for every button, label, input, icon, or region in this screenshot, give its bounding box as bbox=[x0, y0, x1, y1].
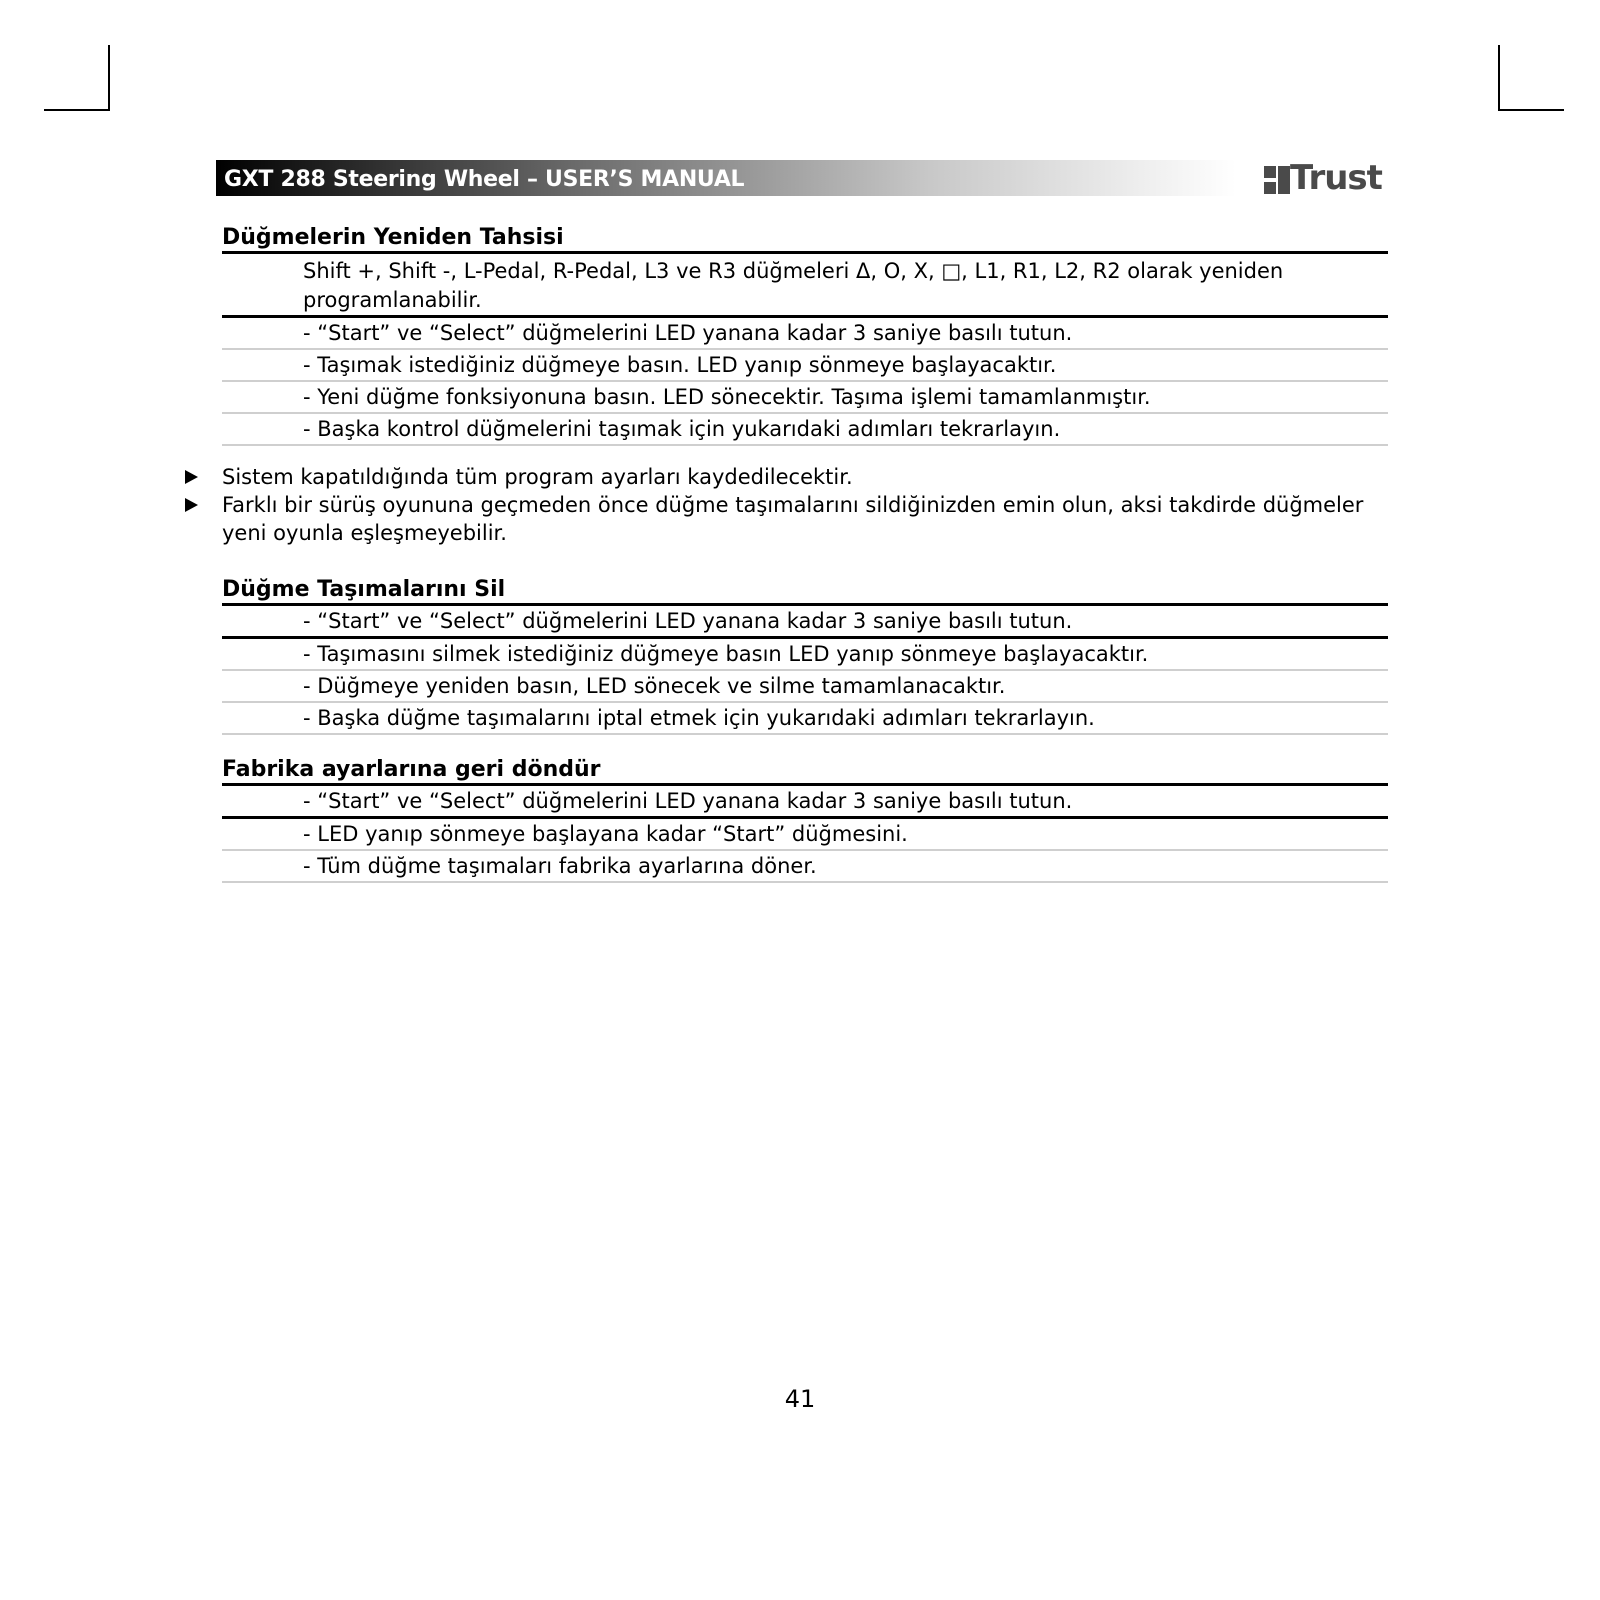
triangle-bullet-icon bbox=[185, 470, 198, 484]
step-row: - “Start” ve “Select” düğmelerini LED yanana kadar 3 saniye basılı tutun. bbox=[222, 606, 1388, 639]
notes-list bbox=[185, 463, 1388, 547]
crop-mark-top-left-vertical bbox=[108, 45, 110, 111]
step-row: - Taşımasını silmek istediğiniz düğmeye basın LED yanıp sönmeye başlayacaktır. bbox=[222, 639, 1388, 671]
section-intro: Shift +, Shift -, L-Pedal, R-Pedal, L3 ve R3 düğmeleri Δ, O, X, □, L1, R1, L2, R2 olarak yeniden programlanabilir. bbox=[222, 254, 1388, 318]
crop-mark-top-right-horizontal bbox=[1498, 109, 1564, 111]
section-title: Düğmelerin Yeniden Tahsisi bbox=[222, 225, 1388, 254]
section-delete-reassignments bbox=[222, 577, 1388, 735]
section-factory-reset bbox=[222, 757, 1388, 883]
note-text: Farklı bir sürüş oyununa geçmeden önce düğme taşımalarını sildiğinizden emin olun, aksi takdirde düğmeler yeni oyunla eşleşmeyebilir. bbox=[222, 493, 1364, 545]
header-bar bbox=[216, 160, 1236, 196]
step-row: - Tüm düğme taşımaları fabrika ayarlarına döner. bbox=[222, 851, 1388, 883]
note-text: Sistem kapatıldığında tüm program ayarları kaydedilecektir. bbox=[222, 465, 853, 489]
section-title: Düğme Taşımalarını Sil bbox=[222, 577, 1388, 606]
note-item bbox=[185, 491, 1388, 547]
step-row: - Yeni düğme fonksiyonuna basın. LED sönecektir. Taşıma işlemi tamamlanmıştır. bbox=[222, 382, 1388, 414]
step-row: - Taşımak istediğiniz düğmeye basın. LED yanıp sönmeye başlayacaktır. bbox=[222, 350, 1388, 382]
step-row: - “Start” ve “Select” düğmelerini LED yanana kadar 3 saniye basılı tutun. bbox=[222, 318, 1388, 350]
section-button-reassignment bbox=[222, 225, 1388, 446]
step-row: - Düğmeye yeniden basın, LED sönecek ve silme tamamlanacaktır. bbox=[222, 671, 1388, 703]
step-row: - LED yanıp sönmeye başlayana kadar “Start” düğmesini. bbox=[222, 819, 1388, 851]
trust-logo-text: Trust bbox=[1290, 158, 1382, 198]
page-number: 41 bbox=[784, 1385, 816, 1413]
step-row: - Başka kontrol düğmelerini taşımak için yukarıdaki adımları tekrarlayın. bbox=[222, 414, 1388, 446]
manual-title: GXT 288 Steering Wheel – USER’S MANUAL bbox=[224, 167, 745, 192]
crop-mark-top-right-vertical bbox=[1498, 45, 1500, 111]
section-title: Fabrika ayarlarına geri döndür bbox=[222, 757, 1388, 786]
step-row: - “Start” ve “Select” düğmelerini LED yanana kadar 3 saniye basılı tutun. bbox=[222, 786, 1388, 819]
note-item bbox=[185, 463, 1388, 491]
crop-mark-top-left-horizontal bbox=[44, 109, 110, 111]
triangle-bullet-icon bbox=[185, 498, 198, 512]
step-row: - Başka düğme taşımalarını iptal etmek için yukarıdaki adımları tekrarlayın. bbox=[222, 703, 1388, 735]
trust-logo bbox=[1264, 160, 1384, 198]
